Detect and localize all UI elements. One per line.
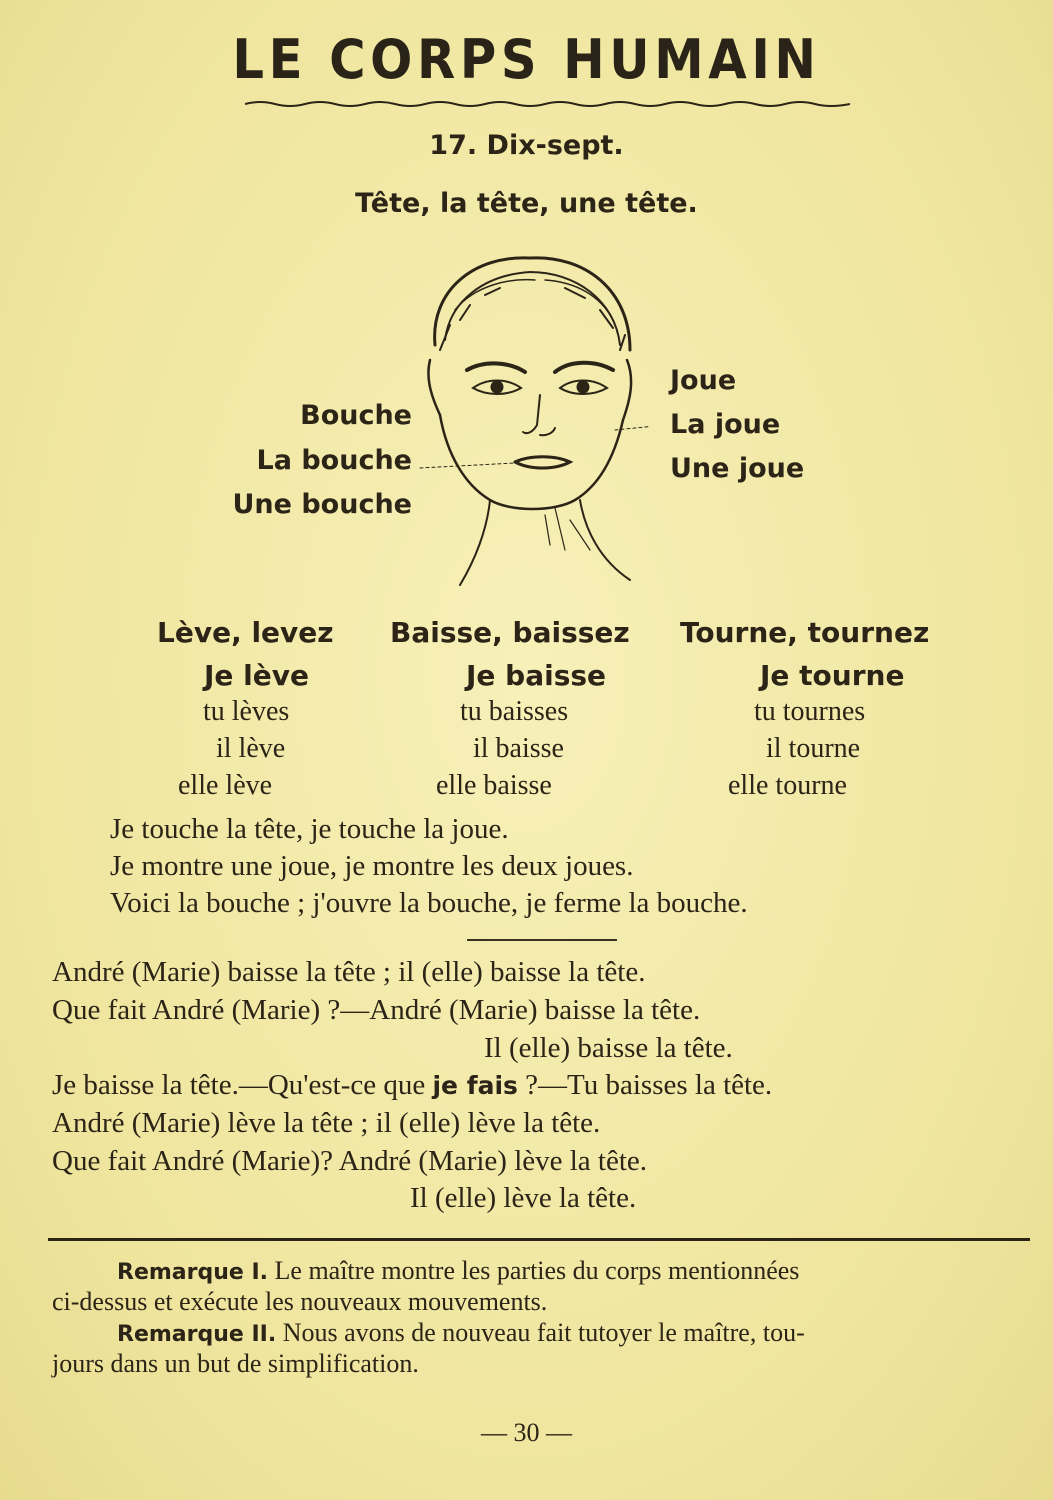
footer-divider	[48, 1238, 1030, 1241]
remark-2-continued: jours dans un but de simplification.	[52, 1349, 419, 1378]
verb-header: Baisse, baissez	[390, 616, 630, 649]
label-une-joue: Une joue	[670, 453, 805, 484]
conjugation-elle: elle lève	[178, 770, 273, 801]
lesson-number: 17. Dix-sept.	[429, 130, 624, 161]
remark-2: Remarque II. Nous avons de nouveau fait tutoyer le maître, tou-	[117, 1318, 805, 1347]
label-la-bouche: La bouche	[256, 445, 412, 476]
page-title: LE CORPS HUMAIN	[232, 28, 821, 91]
label-joue: Joue	[670, 365, 737, 396]
remark-1: Remarque I. Le maître montre les parties du corps mentionnées	[117, 1256, 800, 1285]
dialogue-line: André (Marie) baisse la tête ; il (elle) baisse la tête.	[52, 956, 646, 988]
remark-1-continued: ci-dessus et exécute les nouveaux mouvements.	[52, 1287, 548, 1316]
conjugation-il: il baisse	[473, 733, 564, 764]
dialogue-line: André (Marie) lève la tête ; il (elle) lève la tête.	[52, 1107, 601, 1139]
conjugation-il: il lève	[216, 733, 286, 764]
page-number: — 30 —	[481, 1418, 572, 1447]
label-une-bouche: Une bouche	[232, 489, 412, 520]
label-bouche: Bouche	[300, 400, 412, 431]
verb-header: Tourne, tournez	[680, 616, 930, 649]
conjugation-je: Je tourne	[760, 659, 905, 692]
title-underline	[245, 100, 850, 108]
conjugation-elle: elle tourne	[728, 770, 847, 801]
emphasis: je fais	[432, 1071, 518, 1100]
sentence: Voici la bouche ; j'ouvre la bouche, je ferme la bouche.	[110, 887, 748, 919]
conjugation-il: il tourne	[766, 733, 861, 764]
dialogue-line: Il (elle) baisse la tête.	[484, 1032, 733, 1064]
conjugation-tu: tu tournes	[754, 696, 866, 727]
section-divider	[467, 939, 617, 941]
conjugation-tu: tu baisses	[460, 696, 569, 727]
conjugation-tu: tu lèves	[203, 696, 290, 727]
sentence: Je touche la tête, je touche la joue.	[110, 813, 509, 845]
conjugation-elle: elle baisse	[436, 770, 552, 801]
lesson-heading: Tête, la tête, une tête.	[355, 188, 698, 219]
dialogue-line: Il (elle) lève la tête.	[410, 1182, 637, 1214]
verb-header: Lève, levez	[157, 616, 334, 649]
conjugation-je: Je baisse	[466, 659, 607, 692]
face-illustration	[415, 250, 650, 590]
sentence: Je montre une joue, je montre les deux joues.	[110, 850, 634, 882]
dialogue-line: Que fait André (Marie) ?—André (Marie) baisse la tête.	[52, 994, 701, 1026]
conjugation-je: Je lève	[204, 659, 309, 692]
dialogue-line: Je baisse la tête.—Qu'est-ce que je fais ?—Tu baisses la tête.	[52, 1069, 773, 1101]
dialogue-line: Que fait André (Marie)? André (Marie) lève la tête.	[52, 1145, 648, 1177]
label-la-joue: La joue	[670, 409, 781, 440]
